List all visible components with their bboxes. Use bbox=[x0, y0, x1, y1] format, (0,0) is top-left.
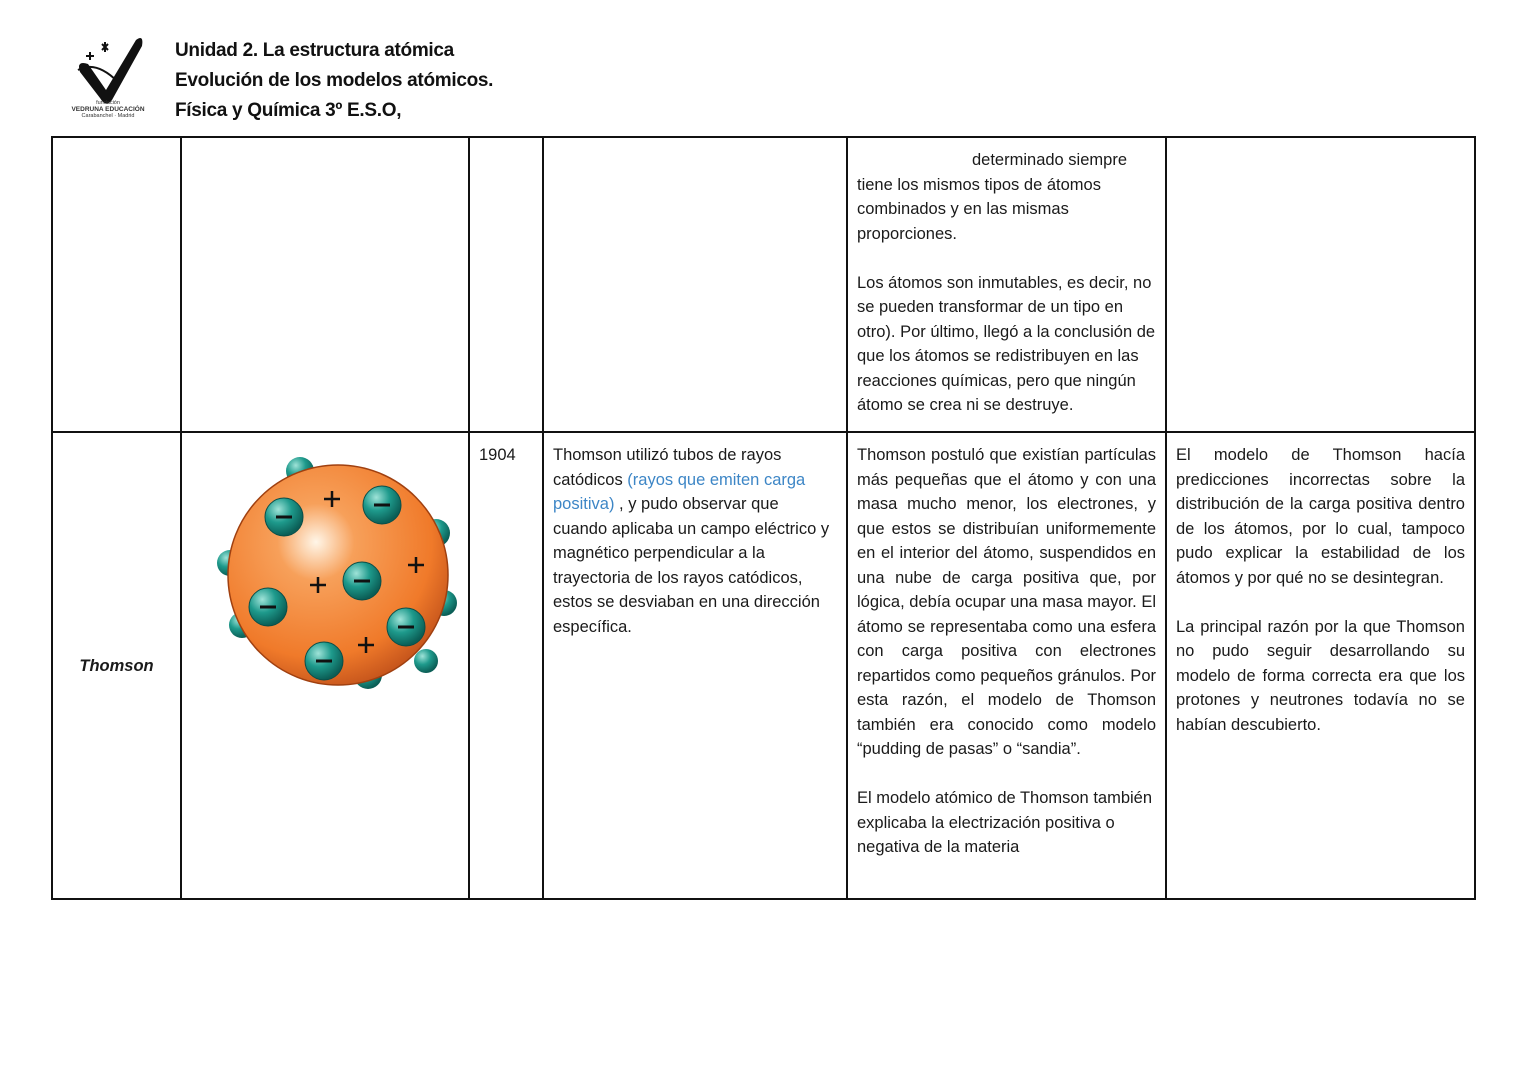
course-title: Física y Química 3º E.S.O, bbox=[175, 100, 402, 121]
limitations-text: La principal razón por la que Thomson no pudo seguir desarrollando su modelo de forma correcta era que los protones y neutrones todavía no se habían descubierto. bbox=[1176, 617, 1465, 734]
image-cell bbox=[181, 432, 469, 899]
model-cell bbox=[847, 432, 1166, 899]
year-cell: 1904 bbox=[469, 432, 543, 899]
experiment-text: Thomson utilizó tubos de rayos catódicos bbox=[553, 446, 782, 489]
model-text: Thomson postuló que existían partículas más pequeñas que el átomo y con una masa mucho menor, los electrones, y que estos se distribuían uniformemente en el interior del átomo, suspendidos en una nube de carga positiva que, por lógica, debía ocupar una masa mayor. El átomo se representaba como una esfera con carga positiva con electrones repartidos como pequeños gránulos. Por esta razón, el modelo de Thomson también era conocido como modelo “pudding de pasas” o “sandia”. bbox=[857, 446, 1157, 758]
unit-title: Unidad 2. La estructura atómica bbox=[175, 40, 454, 61]
year-cell bbox=[469, 137, 543, 432]
limitations-cell bbox=[1166, 432, 1475, 899]
logo-foundation: fundación bbox=[96, 100, 120, 106]
limitations-cell bbox=[1166, 137, 1475, 432]
atomic-models-table bbox=[51, 136, 1476, 900]
logo-text bbox=[56, 100, 160, 120]
experiment-cell bbox=[543, 137, 847, 432]
logo-brand: VEDRUNA EDUCACIÓN bbox=[71, 105, 145, 113]
model-cell bbox=[847, 137, 1166, 432]
scientist-cell: Thomson bbox=[52, 432, 181, 899]
experiment-cell bbox=[543, 432, 847, 899]
model-text: El modelo atómico de Thomson también explicaba la electrización positiva o negativa de la materia bbox=[857, 789, 1153, 856]
logo-location: Carabanchel · Madrid bbox=[81, 113, 135, 119]
model-text: tiene los mismos tipos de átomos combinados y en las mismas proporciones. bbox=[857, 175, 1101, 243]
table-row bbox=[52, 432, 1475, 899]
thomson-atom-illustration bbox=[182, 453, 470, 723]
experiment-text: , y pudo observar que cuando aplicaba un campo eléctrico y magnético perpendicular a la trayectoria de los rayos catódicos, estos se desviaban en una dirección específica. bbox=[553, 495, 830, 636]
table-row bbox=[52, 137, 1475, 432]
model-text: Los átomos son inmutables, es decir, no se pueden transformar de un tipo en otro). Por último, llegó a la conclusión de que los átomos se redistribuyen en las reacciones químicas, pero que ningún átomo se crea ni se destruye. bbox=[857, 273, 1156, 414]
scientist-cell bbox=[52, 137, 181, 432]
model-text: determinado siempre bbox=[972, 151, 1127, 169]
experiment-highlight: (rayos que emiten carga positiva) bbox=[553, 470, 806, 513]
document-header bbox=[175, 36, 493, 126]
topic-title: Evolución de los modelos atómicos. bbox=[175, 70, 494, 91]
limitations-text: El modelo de Thomson hacía predicciones incorrectas sobre la distribución de la carga positiva dentro de los átomos, por lo cual, tampoco pudo explicar la estabilidad de los átomos y por qué no se desintegran. bbox=[1176, 446, 1465, 587]
image-cell bbox=[181, 137, 469, 432]
